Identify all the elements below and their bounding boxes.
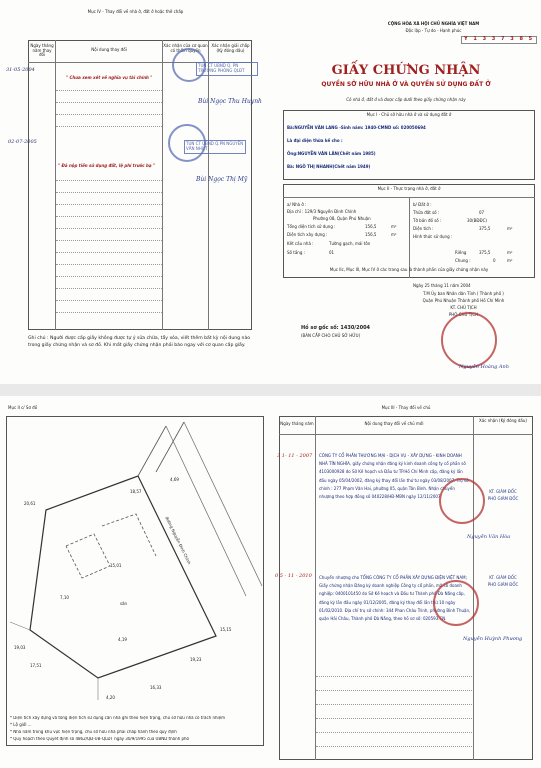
confirm-title-1b: PHÓ GIÁM ĐỐC <box>487 496 519 501</box>
land-area-label: Diện tích : <box>413 226 434 231</box>
owner-col-content: Nội dung thay đổi về chủ mới <box>364 421 424 426</box>
dimension-9: 4,20 <box>106 695 115 700</box>
owner-line-3: Bà: NGÔ THỊ NHANH(Chết năm 1949) <box>287 164 371 169</box>
change-date-1: 31-05-2004 <box>6 67 35 73</box>
owner-change-text-1: CÔNG TY CỔ PHẦN THƯƠNG MẠI - DỊCH VỤ - XÂY DỰNG - KINH DOANH NHÀ TÍN NGHĨA, giấy chứng nhận đăng ký kinh doanh công ty cổ phần số 4103000928 do Sở Kế hoạch và Đầu tư TP.Hồ Chí Minh cấp, đăng ký lần đầu ngày 05/04/2002, đăng ký thay đổi lần thứ tư ngày 03/08/2007. Trụ sở chính : 277 Phạm Văn Hai, phường 05, quận Tân Bình. Nhận chuyển nhượng theo hợp đồng số 040228/HĐ-MBN ngày 12/11/2007. <box>319 453 469 499</box>
official-seal-3 <box>441 312 497 368</box>
change-content-2: " Đã nộp tiền sử dụng đất, lệ phí trước bạ " <box>58 163 156 168</box>
owner-change-date-1: 3 1- 11 - 2007 <box>277 453 313 459</box>
room-label: sân <box>120 601 128 606</box>
unit-1: m² <box>391 224 397 229</box>
dimension-4: 15,01 <box>110 563 122 568</box>
serial-number: Y 1 3 3 7 3 8 5 <box>461 36 537 44</box>
dimension-1: 20,61 <box>24 501 36 506</box>
note-text: Ghi chú : Người được cấp giấy không được tự ý sửa chữa, tẩy xóa, viết thêm bất kỳ nội dung nào trong giấy chứng nhận và sơ đồ. Khi mất giấy chứng nhận phải báo ngay với cơ quan cấp giấy. <box>28 336 251 348</box>
diagram-note-3: * Nhà nằm trong khu vực hiện trạng, chủ sở hữu nhà phải chấp hành theo quy định <box>10 730 177 734</box>
owner-col-confirm: Xác nhận (Ký đóng dấu) <box>479 418 527 423</box>
col-date-header: Ngày tháng năm thay đổi <box>30 43 54 58</box>
col-release-header: Xác nhận giải chấp (Ký đóng dấu) <box>211 43 250 53</box>
motto-subtitle: Độc lập - Tự do - Hạnh phúc <box>405 28 462 33</box>
house-ward: Phường 08, Quận Phú Nhuận <box>313 216 371 221</box>
dimension-2: 18,57 <box>130 489 142 494</box>
signer-title-2: PHÓ CHỦ TỊCH <box>448 312 479 317</box>
section-iii-title: Mục III - Thay đổi về chủ <box>381 405 431 410</box>
change-content-1: " Chưa xem xét về nghĩa vụ tài chính " <box>66 75 153 80</box>
house-address: Địa chỉ : 129/3 Nguyễn Đình Chính <box>287 209 357 214</box>
diagram-title: Mục II c/ Sơ đồ <box>8 405 38 410</box>
change-date-2: 02-07-2005 <box>8 139 37 145</box>
shared-value: 0 <box>493 258 496 263</box>
unit-3: m² <box>507 226 513 231</box>
map-value: 30(BĐĐC) <box>467 218 487 223</box>
lot-label: Thửa đất số : <box>413 210 440 215</box>
floors-value: 01 <box>329 250 335 255</box>
confirm-title-2a: KT. GIÁM ĐỐC <box>489 575 517 580</box>
page-certificate-front <box>271 0 541 384</box>
section-iv-title: Mục IV - Thay đổi về nhà ở, đất ở hoặc thế chấp <box>87 9 184 14</box>
floors-label: Số tầng : <box>287 250 305 255</box>
dimension-3: 4,69 <box>170 477 179 482</box>
section-ii-title: Mục II - Thực trạng nhà ở, đất ở <box>377 186 441 191</box>
certificate-subheading: QUYỀN SỞ HỮU NHÀ Ở VÀ QUYỀN SỬ DỤNG ĐẤT Ở <box>321 81 491 88</box>
land-area-value: 375,5 <box>479 226 491 231</box>
owner-line-1: Bà:NGUYỄN VĂN LANG -Sinh năm: 1940-CMND số: 020050694 <box>287 125 426 130</box>
diagram-note-1: * Diện tích xây dựng và tổng diện tích sử dụng căn nhà ghi theo hiện trạng, chủ sở hữu nhà có trách nhiệm <box>10 716 225 720</box>
certificate-heading: GIẤY CHỨNG NHẬN <box>331 63 481 78</box>
unit-4: m² <box>507 250 513 255</box>
signer-name: Nguyễn Hoàng Anh <box>459 364 509 370</box>
owner-col-date: Ngày tháng năm <box>280 421 314 426</box>
issue-date: Ngày 25 tháng 11 năm 2004 <box>413 283 471 288</box>
col-content-header: Nội dung thay đổi <box>91 47 127 52</box>
map-label: Tờ bản đồ số : <box>413 218 442 223</box>
on-behalf-2: Quận Phú Nhuận Thành phố Hồ Chí Minh <box>422 298 505 303</box>
stamp-text-2: TUN CT UBND Q.PN NGUYỄN VĂN NHỰT <box>184 140 246 154</box>
house-total-area-label: Tổng diện tích sử dụng : <box>287 224 336 229</box>
national-motto: CỘNG HÒA XÃ HỘI CHỦ NGHĨA VIỆT NAM <box>387 21 480 26</box>
site-plan-drawing <box>6 416 264 746</box>
intro-text: Có nhà ở, đất ở và được cấp dưới theo giấy chứng nhận này <box>346 97 466 102</box>
owner-line-2: Ông:NGUYỄN VĂN LÂN(Chết năm 1985) <box>287 151 376 156</box>
house-total-area-value: 156,5 <box>365 224 377 229</box>
page-section-iii <box>271 396 541 768</box>
private-value: 375,5 <box>479 250 491 255</box>
shared-label: Chung : <box>455 258 471 263</box>
house-build-area-value: 156,5 <box>365 232 377 237</box>
dimension-5: 19,23 <box>190 657 202 662</box>
confirm-title-1a: KT. GIÁM ĐỐC <box>489 489 517 494</box>
dimension-7: 4,19 <box>118 637 127 642</box>
signature-2: Bùi Ngọc Thị Mỹ <box>196 176 248 183</box>
signer-title-1: KT. CHỦ TỊCH <box>450 305 477 310</box>
owner-line-1b: Là đại diện thừa kế cho : <box>287 138 343 143</box>
diagram-note-2: * Lộ giới ... <box>10 722 32 727</box>
col-confirm-header: Xác nhận của cơ quan có thẩm quyền <box>163 43 208 53</box>
dimension-8: 15,15 <box>220 627 232 632</box>
page-diagram <box>0 396 271 768</box>
dimension-6: 19,03 <box>14 645 26 650</box>
page-section-iv <box>0 0 271 384</box>
dimension-12: 7,10 <box>60 595 69 600</box>
unit-2: m² <box>391 232 397 237</box>
house-build-area-label: Diện tích xây dựng : <box>287 232 328 237</box>
usage-form-label: Hình thức sử dụng : <box>413 234 453 239</box>
private-label: Riêng <box>455 250 467 255</box>
confirm-title-2b: PHÓ GIÁM ĐỐC <box>487 582 519 587</box>
section-note: Mục IIc, Mục III, Mục IV ở các trang sau là thành phần của giấy chứng nhận này <box>329 267 489 272</box>
dimension-11: 16,33 <box>150 685 162 690</box>
signature-1: Bùi Ngọc Thu Huynh <box>198 98 262 105</box>
record-number: Hồ sơ gốc số: 1430/2004 <box>301 325 371 331</box>
changes-table <box>28 40 252 330</box>
dimension-10: 17,51 <box>30 663 42 668</box>
street-label: đường Nguyễn Đình Chính <box>164 515 192 566</box>
stamp-text-1: TUN CT UBND Q. PN TRƯỞNG PHÒNG QLĐT <box>196 62 258 76</box>
unit-5: m² <box>507 258 513 263</box>
land-header: b/ Đất ở : <box>413 202 432 207</box>
structure-value: Tường gạch, mái tôn <box>329 241 371 246</box>
on-behalf-1: T.M Ủy ban Nhân dân Tỉnh ( Thành phố ) <box>423 291 504 296</box>
confirm-signature-2: Nguyễn Huỳnh Phương <box>463 636 523 642</box>
diagram-note-4: * Quy hoạch theo Quyết định số 4862/QĐ-UB-QLĐT ngày 30/9/1995 của UBND thành phố <box>10 737 189 741</box>
lot-value: 07 <box>479 210 485 215</box>
house-header: a/ Nhà ở : <box>287 202 307 207</box>
record-note: (BẢN CẤP CHO CHỦ SỞ HỮU) <box>301 333 361 338</box>
section-i-title: Mục I - Chủ sở hữu nhà ở và sử dụng đất ở <box>366 112 452 117</box>
confirm-signature-1: Nguyễn Văn Hòa <box>467 534 511 540</box>
owner-change-date-2: 0 5 - 11 - 2010 <box>275 573 312 579</box>
structure-label: Kết cấu nhà : <box>287 241 314 246</box>
owner-change-text-2: Chuyển nhượng cho TỔNG CÔNG TY CỔ PHẦN XÂY DỰNG ĐIỆN VIỆT NAM; Giấy chứng nhận Đăng ký doanh nghiệp Công ty cổ phần, mã số doanh nghiệp: 0400101450 do Sở Kế hoạch và Đầu tư Thành phố Đà Nẵng cấp, đăng ký lần đầu ngày 01/12/2005, đăng ký thay đổi lần thứ 10 ngày 01/02/2010. Địa chỉ trụ sở chính: 344 Phan Châu Trinh, phường Bình Thuận, quận Hải Châu, Thành phố Đà Nẵng, theo hồ sơ số: 020593.CN. <box>319 575 471 621</box>
